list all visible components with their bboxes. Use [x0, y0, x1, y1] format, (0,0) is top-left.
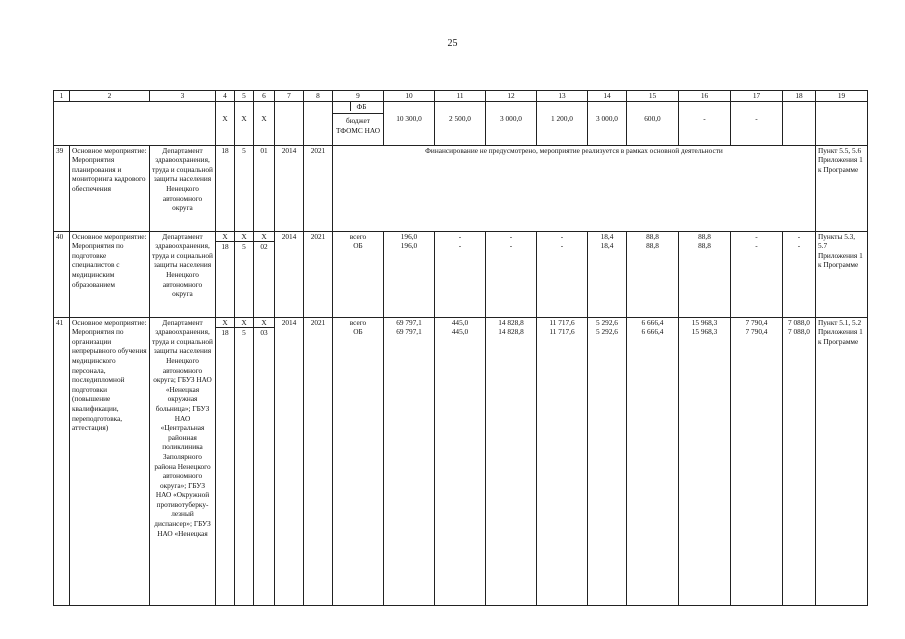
value-cell: - - — [731, 231, 783, 317]
col-num: 1 — [54, 91, 70, 102]
col-num: 17 — [731, 91, 783, 102]
start-year: 2014 — [275, 145, 304, 231]
value-cell: 88,8 88,8 — [627, 231, 679, 317]
table-row — [54, 317, 868, 605]
page-number: 25 — [447, 38, 458, 49]
value-cell: 18,4 18,4 — [588, 231, 627, 317]
funding-source-cell — [333, 101, 384, 145]
value-cell: 196,0 196,0 — [384, 231, 435, 317]
code-cell: Х 5 — [235, 317, 254, 605]
value-cell: 11 717,6 11 717,6 — [537, 317, 588, 605]
col-num: 16 — [679, 91, 731, 102]
value-cell: 3 000,0 — [486, 101, 537, 145]
code-cell: Х — [254, 101, 275, 145]
code-cell: 5 — [235, 145, 254, 231]
col-num: 12 — [486, 91, 537, 102]
col-num: 19 — [816, 91, 868, 102]
code-cell: Х 18 — [216, 317, 235, 605]
col-num: 9 — [333, 91, 384, 102]
code-cell: Х — [216, 101, 235, 145]
value-cell: 10 300,0 — [384, 101, 435, 145]
value-cell: 15 968,3 15 968,3 — [679, 317, 731, 605]
col-num: 2 — [70, 91, 150, 102]
value-cell: 6 666,4 6 666,4 — [627, 317, 679, 605]
reference-cell: Пункты 5.3, 5.7 Приложения 1 к Программе — [816, 231, 868, 317]
value-cell: 69 797,1 69 797,1 — [384, 317, 435, 605]
col-num: 13 — [537, 91, 588, 102]
start-year: 2014 — [275, 231, 304, 317]
activity-name: Основное мероприятие: Мероприятия планирования и мониторинга кадрового обеспечения — [70, 145, 150, 231]
value-cell: 2 500,0 — [435, 101, 486, 145]
value-cell: 600,0 — [627, 101, 679, 145]
col-num: 15 — [627, 91, 679, 102]
year-cell — [275, 101, 304, 145]
col-num: 11 — [435, 91, 486, 102]
reference-cell: Пункт 5.1, 5.2 Приложения 1 к Программе — [816, 317, 868, 605]
executor: Департамент здравоохранения, труда и социальной защиты населения Ненецкого автономного округа; ГБУЗ НАО «Ненецкая окружная больница»; ГБУЗ НАО «Центральная районная поликлиника Заполярного района Ненецкого автономного округа»; ГБУЗ НАО «Окружной противотуберку-лезный диспансер»; ГБУЗ НАО «Ненецкая — [150, 317, 216, 605]
code-cell: Х — [235, 101, 254, 145]
reference-cell — [816, 101, 868, 145]
activity-name: Основное мероприятие: Мероприятия по организации непрерывного обучения медицинского персонала, последипломной подготовки (повышение квалификации, переподготовка, аттестация) — [70, 317, 150, 605]
code-cell: Х 03 — [254, 317, 275, 605]
row-number: 40 — [54, 231, 70, 317]
value-cell: - - — [435, 231, 486, 317]
funding-source-cell: всего ОБ — [333, 317, 384, 605]
col-num: 7 — [275, 91, 304, 102]
value-cell: - - — [783, 231, 816, 317]
start-year: 2014 — [275, 317, 304, 605]
program-table — [53, 90, 868, 606]
value-cell: - - — [537, 231, 588, 317]
col-num: 3 — [150, 91, 216, 102]
table-row — [54, 145, 868, 231]
source-tfoms: бюджет ТФОМС НАО — [335, 116, 381, 135]
end-year: 2021 — [304, 231, 333, 317]
col-num: 8 — [304, 91, 333, 102]
value-cell — [783, 101, 816, 145]
funding-note: Финансирование не предусмотрено, мероприятие реализуется в рамках основной деятельности — [333, 145, 816, 231]
code-cell: Х 02 — [254, 231, 275, 317]
continuation-blank — [54, 101, 216, 145]
value-cell: 5 292,6 5 292,6 — [588, 317, 627, 605]
value-cell: 7 790,4 7 790,4 — [731, 317, 783, 605]
col-num: 14 — [588, 91, 627, 102]
value-cell: 445,0 445,0 — [435, 317, 486, 605]
col-num: 6 — [254, 91, 275, 102]
col-num: 10 — [384, 91, 435, 102]
value-cell: 1 200,0 — [537, 101, 588, 145]
end-year: 2021 — [304, 145, 333, 231]
code-cell: 18 — [216, 145, 235, 231]
value-cell: - — [679, 101, 731, 145]
table-row — [54, 231, 868, 317]
value-cell: - — [731, 101, 783, 145]
value-cell: 88,8 88,8 — [679, 231, 731, 317]
code-cell: 01 — [254, 145, 275, 231]
col-num: 4 — [216, 91, 235, 102]
activity-name: Основное мероприятие: Мероприятия по подготовке специалистов с медицинским образованием — [70, 231, 150, 317]
executor: Департамент здравоохранения, труда и социальной защиты населения Ненецкого автономного округа — [150, 231, 216, 317]
funding-source-cell: всего ОБ — [333, 231, 384, 317]
col-num: 18 — [783, 91, 816, 102]
executor: Департамент здравоохранения, труда и социальной защиты населения Ненецкого автономного округа — [150, 145, 216, 231]
code-cell: Х 5 — [235, 231, 254, 317]
value-cell: 3 000,0 — [588, 101, 627, 145]
row-number: 39 — [54, 145, 70, 231]
value-cell: 7 088,0 7 088,0 — [783, 317, 816, 605]
end-year: 2021 — [304, 317, 333, 605]
source-fb: ФБ — [350, 102, 367, 112]
row-number: 41 — [54, 317, 70, 605]
value-cell: - - — [486, 231, 537, 317]
value-cell: 14 828,8 14 828,8 — [486, 317, 537, 605]
column-number-row — [54, 91, 868, 102]
col-num: 5 — [235, 91, 254, 102]
reference-cell: Пункт 5.5, 5.6 Приложения 1 к Программе — [816, 145, 868, 231]
continuation-row — [54, 101, 868, 145]
year-cell — [304, 101, 333, 145]
code-cell: Х 18 — [216, 231, 235, 317]
